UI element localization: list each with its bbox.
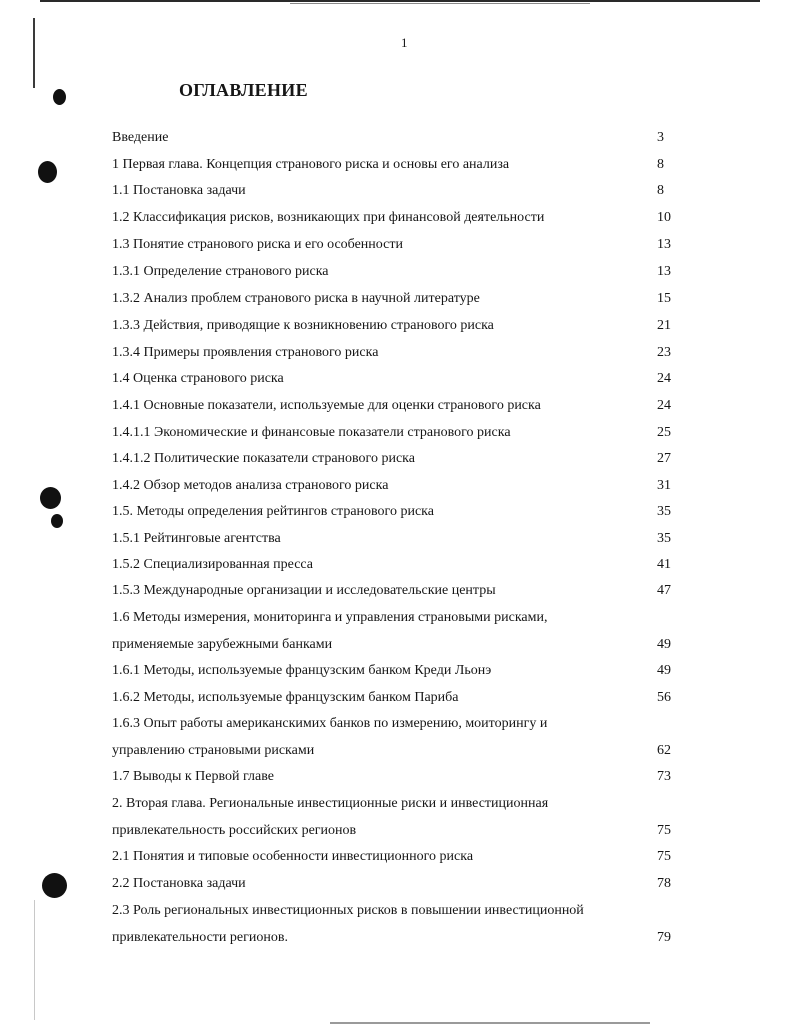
- page-number: 1: [401, 35, 408, 50]
- toc-entry-title: 1.3.3 Действия, приводящие к возникновению странового риска: [112, 318, 494, 333]
- toc-entry-page: 35: [657, 531, 671, 546]
- toc-entry-title: 1.7 Выводы к Первой главе: [112, 769, 274, 784]
- punch-hole-mark: [53, 89, 66, 105]
- toc-entry-title: 1.4.1.2 Политические показатели странового риска: [112, 451, 415, 466]
- toc-entry-page: 21: [657, 318, 671, 333]
- toc-entry-title: 1.3 Понятие странового риска и его особенности: [112, 237, 403, 252]
- toc-entry-title: 1.6 Методы измерения, мониторинга и управления страновыми рисками,: [112, 610, 548, 625]
- toc-entry-title: 1.5. Методы определения рейтингов странового риска: [112, 504, 434, 519]
- toc-entry-title: привлекательности регионов.: [112, 930, 288, 945]
- toc-entry-page: 49: [657, 637, 671, 652]
- toc-entry-title: управлению страновыми рисками: [112, 743, 315, 758]
- toc-entry-page: 13: [657, 237, 671, 252]
- toc-entry-page: 75: [657, 849, 671, 864]
- toc-entry-title: 1.3.4 Примеры проявления странового риска: [112, 345, 379, 360]
- toc-entry-page: 62: [657, 743, 671, 758]
- scan-edge-top: [40, 0, 760, 2]
- toc-entry-page: 8: [657, 157, 664, 172]
- toc-entry-page: 3: [657, 130, 664, 145]
- toc-entry-title: 1 Первая глава. Концепция странового риска и основы его анализа: [112, 157, 510, 172]
- toc-entry-page: 56: [657, 690, 671, 705]
- toc-entry-page: 78: [657, 876, 671, 891]
- toc-entry-page: 47: [657, 583, 671, 598]
- toc-entry-title: 1.6.2 Методы, используемые французским банком Париба: [112, 690, 459, 705]
- toc-entry-title: 2.3 Роль региональных инвестиционных рисков в повышении инвестиционной: [112, 903, 584, 918]
- punch-hole-mark: [38, 161, 57, 183]
- page-title: ОГЛАВЛЕНИЕ: [179, 80, 308, 100]
- punch-hole-mark: [42, 873, 67, 898]
- toc-entry-page: 79: [657, 930, 671, 945]
- toc-entry-title: 1.4 Оценка странового риска: [112, 371, 284, 386]
- toc-entry-title: 1.1 Постановка задачи: [112, 183, 246, 198]
- toc-entry-page: 27: [657, 451, 671, 466]
- toc-entry-title: 1.6.1 Методы, используемые французским банком Креди Льонэ: [112, 663, 492, 678]
- toc-entry-page: 49: [657, 663, 671, 678]
- toc-entry-page: 31: [657, 478, 671, 493]
- toc-entry-page: 23: [657, 345, 671, 360]
- toc-entry-title: 2.2 Постановка задачи: [112, 876, 246, 891]
- scan-edge-left: [33, 18, 35, 88]
- toc-entry-title: 1.4.2 Обзор методов анализа странового риска: [112, 478, 389, 493]
- toc-entry-title: Введение: [112, 130, 169, 145]
- toc-entry-page: 10: [657, 210, 671, 225]
- toc-entry-page: 41: [657, 557, 671, 572]
- toc-entry-page: 24: [657, 398, 671, 413]
- toc-entry-page: 13: [657, 264, 671, 279]
- toc-entry-page: 25: [657, 425, 671, 440]
- toc-entry-title: применяемые зарубежными банками: [112, 637, 333, 652]
- toc-entry-title: привлекательность российских регионов: [112, 823, 357, 838]
- toc-entry-title: 2.1 Понятия и типовые особенности инвестиционного риска: [112, 849, 474, 864]
- toc-entry-title: 1.4.1 Основные показатели, используемые для оценки странового риска: [112, 398, 541, 413]
- toc-entry-title: 1.5.3 Международные организации и исследовательские центры: [112, 583, 496, 598]
- toc-entry-title: 1.2 Классификация рисков, возникающих при финансовой деятельности: [112, 210, 545, 225]
- toc-entry-page: 75: [657, 823, 671, 838]
- scan-edge-left-faint: [34, 900, 35, 1020]
- toc-entry-page: 15: [657, 291, 671, 306]
- punch-hole-mark: [51, 514, 63, 528]
- toc-entry-title: 1.6.3 Опыт работы американскимих банков по измерению, моиторингу и: [112, 716, 548, 731]
- toc-entry-title: 1.4.1.1 Экономические и финансовые показатели странового риска: [112, 425, 511, 440]
- toc-entry-page: 35: [657, 504, 671, 519]
- toc-entry-page: 8: [657, 183, 664, 198]
- toc-entry-title: 1.3.1 Определение странового риска: [112, 264, 329, 279]
- toc-entry-page: 24: [657, 371, 671, 386]
- toc-entry-title: 1.3.2 Анализ проблем странового риска в научной литературе: [112, 291, 480, 306]
- toc-entry-title: 2. Вторая глава. Региональные инвестиционные риски и инвестиционная: [112, 796, 549, 811]
- punch-hole-mark: [40, 487, 61, 509]
- toc-entry-page: 73: [657, 769, 671, 784]
- toc-entry-title: 1.5.1 Рейтинговые агентства: [112, 531, 281, 546]
- toc-entry-title: 1.5.2 Специализированная пресса: [112, 557, 314, 572]
- scan-edge-bottom: [330, 1022, 650, 1024]
- scan-edge-top-faint: [290, 3, 590, 4]
